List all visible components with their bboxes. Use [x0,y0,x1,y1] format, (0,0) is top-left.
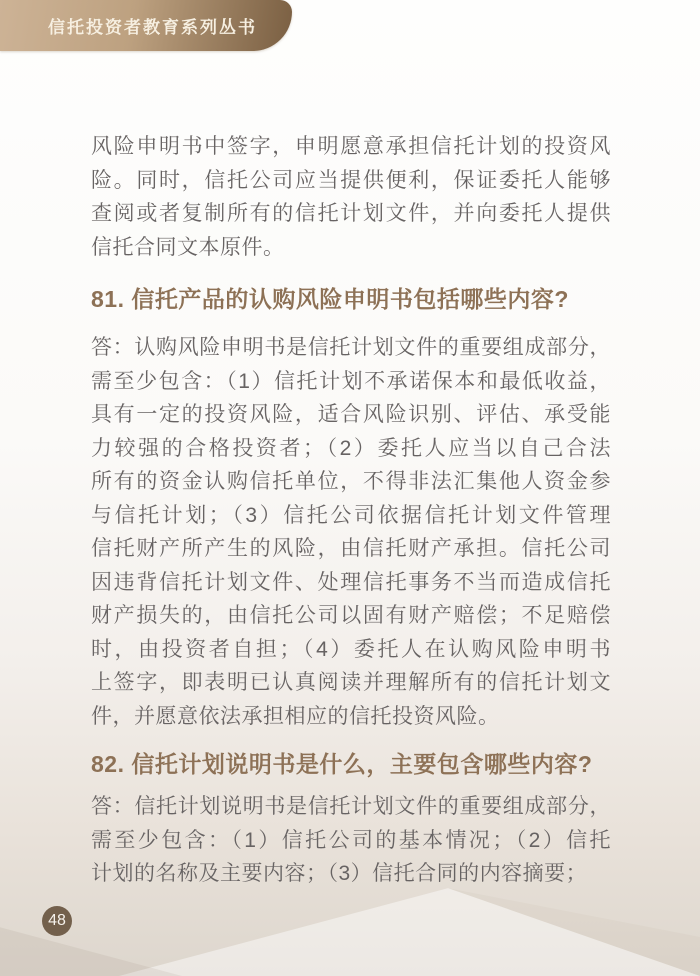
question-82-heading: 82. 信托计划说明书是什么，主要包含哪些内容? [91,751,593,777]
text-line: 力较强的合格投资者；（2）委托人应当以自己合法 [91,436,611,460]
answer-82 [91,790,611,891]
text-line: 件，并愿意依法承担相应的信托投资风险。 [91,704,500,728]
text-line: 答：信托计划说明书是信托计划文件的重要组成部分， [91,795,611,818]
text-line: 所有的资金认购信托单位，不得非法汇集他人资金参 [91,470,611,493]
question-81-heading: 81. 信托产品的认购风险申明书包括哪些内容? [91,286,569,312]
text-line: 上签字，即表明已认真阅读并理解所有的信托计划文 [91,671,611,694]
series-title: 信托投资者教育系列丛书 [48,18,257,37]
text-line: 财产损失的，由信托公司以固有财产赔偿；不足赔偿 [91,604,611,627]
answer-81 [91,331,611,733]
text-line: 与信托计划；（3）信托公司依据信托计划文件管理 [91,503,611,527]
text-line: 信托财产所产生的风险，由信托财产承担。信托公司 [91,537,611,560]
paragraph-continued [91,130,611,264]
text-line: 答：认购风险申明书是信托计划文件的重要组成部分， [91,336,611,359]
page-number-badge: 48 [42,906,72,936]
text-line: 信托合同文本原件。 [91,235,285,259]
text-line: 具有一定的投资风险，适合风险识别、评估、承受能 [91,403,611,426]
text-line: 因违背信托计划文件、处理信托事务不当而造成信托 [91,570,611,594]
text-line: 风险申明书中签字，申明愿意承担信托计划的投资风 [91,135,611,158]
text-line: 计划的名称及主要内容；（3）信托合同的内容摘要； [91,862,588,885]
text-line: 查阅或者复制所有的信托计划文件，并向委托人提供 [91,202,611,225]
series-banner [0,0,292,51]
text-line: 需至少包含：（1）信托公司的基本情况；（2）信托 [91,828,611,852]
page-content [91,0,611,891]
text-line: 险。同时，信托公司应当提供便利，保证委托人能够 [91,168,611,192]
text-line: 需至少包含：（1）信托计划不承诺保本和最低收益， [91,369,611,393]
text-line: 时，由投资者自担；（4）委托人在认购风险申明书 [91,637,611,661]
